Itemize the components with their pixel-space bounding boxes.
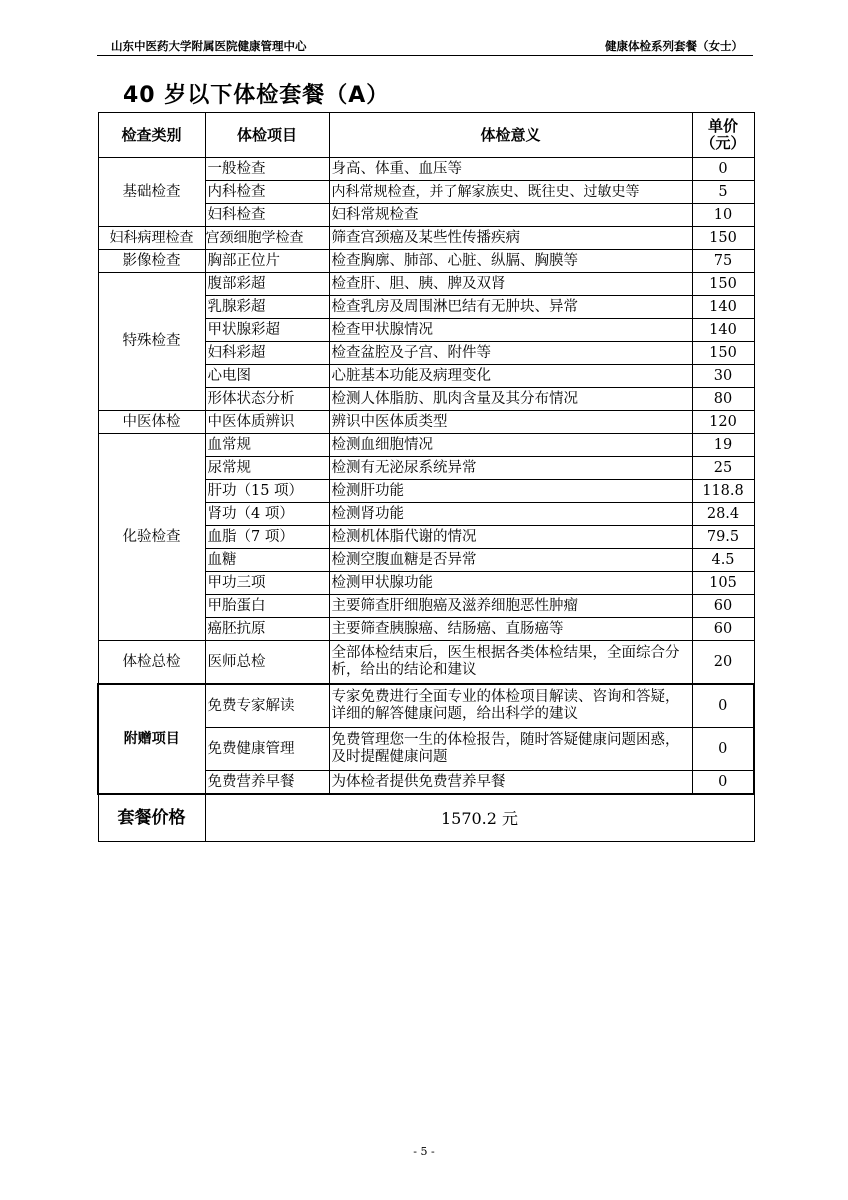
category-cell: 基础检查 bbox=[98, 158, 205, 227]
category-cell: 化验检查 bbox=[98, 434, 205, 641]
item-cell: 妇科检查 bbox=[205, 204, 329, 227]
table-row bbox=[98, 250, 754, 273]
table-row bbox=[98, 273, 754, 296]
price-cell: 0 bbox=[692, 158, 754, 181]
extras-category-cell: 附赠项目 bbox=[98, 684, 205, 794]
price-cell: 150 bbox=[692, 227, 754, 250]
price-cell: 5 bbox=[692, 181, 754, 204]
price-cell: 30 bbox=[692, 365, 754, 388]
meaning-cell: 检测肝功能 bbox=[329, 480, 692, 503]
price-cell: 0 bbox=[692, 771, 754, 795]
col-header-meaning: 体检意义 bbox=[329, 113, 692, 158]
meaning-cell: 检测肾功能 bbox=[329, 503, 692, 526]
meaning-cell: 检测有无泌尿系统异常 bbox=[329, 457, 692, 480]
meaning-cell: 检测血细胞情况 bbox=[329, 434, 692, 457]
price-cell: 150 bbox=[692, 342, 754, 365]
total-label: 套餐价格 bbox=[98, 794, 205, 842]
price-cell: 140 bbox=[692, 296, 754, 319]
meaning-cell: 免费管理您一生的体检报告，随时答疑健康问题困惑，及时提醒健康问题 bbox=[329, 728, 692, 771]
item-cell: 心电图 bbox=[205, 365, 329, 388]
page-title: 40 岁以下体检套餐（A） bbox=[123, 83, 390, 108]
price-cell: 60 bbox=[692, 618, 754, 641]
item-cell: 免费健康管理 bbox=[205, 728, 329, 771]
category-cell: 影像检查 bbox=[98, 250, 205, 273]
item-cell: 腹部彩超 bbox=[205, 273, 329, 296]
item-cell: 免费专家解读 bbox=[205, 684, 329, 728]
header-hospital-name: 山东中医药大学附属医院健康管理中心 bbox=[111, 39, 307, 53]
table-row bbox=[98, 227, 754, 250]
col-header-category: 检查类别 bbox=[98, 113, 205, 158]
meaning-cell: 检查胸廓、肺部、心脏、纵膈、胸膜等 bbox=[329, 250, 692, 273]
meaning-cell: 专家免费进行全面专业的体检项目解读、咨询和答疑，详细的解答健康问题，给出科学的建议 bbox=[329, 684, 692, 728]
item-cell: 甲状腺彩超 bbox=[205, 319, 329, 342]
meaning-cell: 为体检者提供免费营养早餐 bbox=[329, 771, 692, 795]
meaning-cell: 检测甲状腺功能 bbox=[329, 572, 692, 595]
item-cell: 中医体质辨识 bbox=[205, 411, 329, 434]
meaning-cell: 检测机体脂代谢的情况 bbox=[329, 526, 692, 549]
price-cell: 80 bbox=[692, 388, 754, 411]
col-header-price-line1: 单价 bbox=[707, 117, 738, 135]
price-cell: 4.5 bbox=[692, 549, 754, 572]
table-row bbox=[98, 411, 754, 434]
header-rule bbox=[97, 55, 753, 56]
meaning-cell: 妇科常规检查 bbox=[329, 204, 692, 227]
price-cell: 25 bbox=[692, 457, 754, 480]
item-cell: 胸部正位片 bbox=[205, 250, 329, 273]
table-header-row bbox=[98, 113, 754, 158]
category-cell: 中医体检 bbox=[98, 411, 205, 434]
extras-row bbox=[98, 684, 754, 728]
item-cell: 肝功（15 项） bbox=[205, 480, 329, 503]
page-number: - 5 - bbox=[413, 1145, 435, 1158]
item-cell: 血糖 bbox=[205, 549, 329, 572]
price-cell: 0 bbox=[692, 684, 754, 728]
meaning-cell: 检查盆腔及子宫、附件等 bbox=[329, 342, 692, 365]
meaning-cell: 身高、体重、血压等 bbox=[329, 158, 692, 181]
meaning-cell: 主要筛查肝细胞癌及滋养细胞恶性肿瘤 bbox=[329, 595, 692, 618]
item-cell: 甲功三项 bbox=[205, 572, 329, 595]
item-cell: 甲胎蛋白 bbox=[205, 595, 329, 618]
item-cell: 肾功（4 项） bbox=[205, 503, 329, 526]
item-cell: 宫颈细胞学检查 bbox=[205, 227, 329, 250]
package-table bbox=[97, 112, 755, 842]
item-cell: 尿常规 bbox=[205, 457, 329, 480]
meaning-cell: 检查肝、胆、胰、脾及双肾 bbox=[329, 273, 692, 296]
item-cell: 癌胚抗原 bbox=[205, 618, 329, 641]
item-cell: 形体状态分析 bbox=[205, 388, 329, 411]
price-cell: 79.5 bbox=[692, 526, 754, 549]
item-cell: 一般检查 bbox=[205, 158, 329, 181]
price-cell: 19 bbox=[692, 434, 754, 457]
col-header-item: 体检项目 bbox=[205, 113, 329, 158]
meaning-cell: 内科常规检查，并了解家族史、既往史、过敏史等 bbox=[329, 181, 692, 204]
meaning-cell: 检测人体脂肪、肌肉含量及其分布情况 bbox=[329, 388, 692, 411]
total-price: 1570.2 元 bbox=[205, 794, 754, 842]
item-cell: 乳腺彩超 bbox=[205, 296, 329, 319]
table-row bbox=[98, 434, 754, 457]
meaning-cell: 检查甲状腺情况 bbox=[329, 319, 692, 342]
price-cell: 10 bbox=[692, 204, 754, 227]
meaning-cell: 主要筛查胰腺癌、结肠癌、直肠癌等 bbox=[329, 618, 692, 641]
item-cell: 免费营养早餐 bbox=[205, 771, 329, 795]
meaning-cell: 检查乳房及周围淋巴结有无肿块、异常 bbox=[329, 296, 692, 319]
col-header-price-line2: （元） bbox=[700, 134, 746, 152]
price-cell: 75 bbox=[692, 250, 754, 273]
col-header-price bbox=[692, 113, 754, 158]
meaning-cell: 检测空腹血糖是否异常 bbox=[329, 549, 692, 572]
meaning-cell: 全部体检结束后，医生根据各类体检结果，全面综合分析，给出的结论和建议 bbox=[329, 641, 692, 685]
item-cell: 血脂（7 项） bbox=[205, 526, 329, 549]
item-cell: 血常规 bbox=[205, 434, 329, 457]
price-cell: 0 bbox=[692, 728, 754, 771]
category-cell: 特殊检查 bbox=[98, 273, 205, 411]
page-header bbox=[97, 38, 753, 52]
price-cell: 20 bbox=[692, 641, 754, 685]
category-cell: 妇科病理检查 bbox=[98, 227, 205, 250]
meaning-cell: 辨识中医体质类型 bbox=[329, 411, 692, 434]
meaning-cell: 心脏基本功能及病理变化 bbox=[329, 365, 692, 388]
table-row bbox=[98, 641, 754, 685]
price-cell: 28.4 bbox=[692, 503, 754, 526]
price-cell: 150 bbox=[692, 273, 754, 296]
meaning-cell: 筛查宫颈癌及某些性传播疾病 bbox=[329, 227, 692, 250]
price-cell: 60 bbox=[692, 595, 754, 618]
table-row bbox=[98, 158, 754, 181]
price-cell: 140 bbox=[692, 319, 754, 342]
header-series-title: 健康体检系列套餐（女士） bbox=[605, 39, 743, 53]
price-cell: 120 bbox=[692, 411, 754, 434]
item-cell: 妇科彩超 bbox=[205, 342, 329, 365]
category-cell: 体检总检 bbox=[98, 641, 205, 685]
price-cell: 105 bbox=[692, 572, 754, 595]
price-cell: 118.8 bbox=[692, 480, 754, 503]
item-cell: 医师总检 bbox=[205, 641, 329, 685]
total-row bbox=[98, 794, 754, 842]
item-cell: 内科检查 bbox=[205, 181, 329, 204]
